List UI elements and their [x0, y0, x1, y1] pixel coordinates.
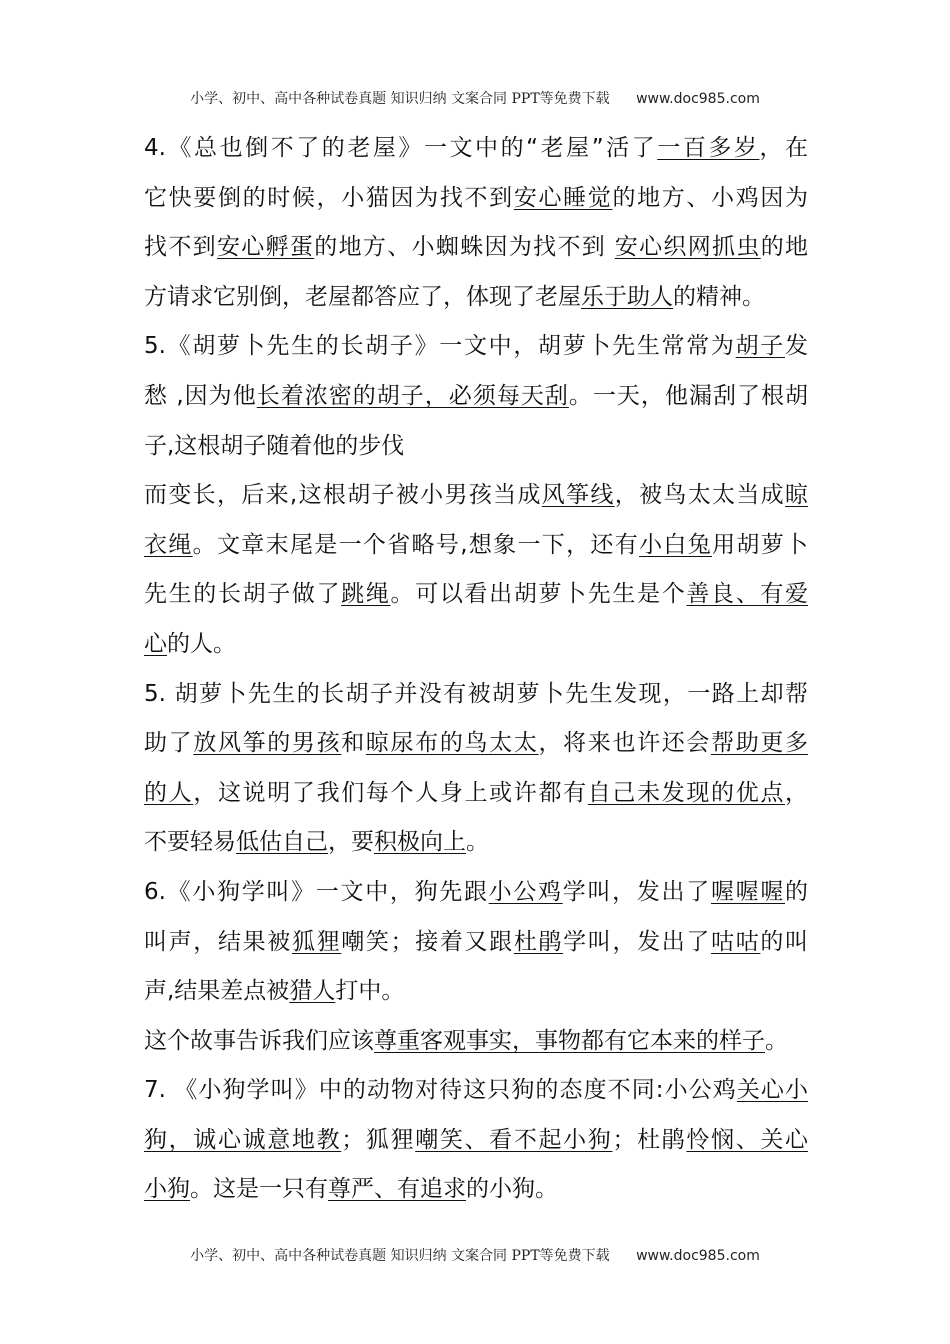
answer-underlined: 狗，诚心诚意地教: [144, 1126, 342, 1153]
text-segment: 的地: [760, 234, 809, 261]
text-line: [144, 570, 808, 620]
answer-underlined: 安心织网抓虫: [614, 234, 761, 261]
answer-underlined: 怜悯、关心: [686, 1126, 809, 1153]
answer-underlined: 安心睡觉: [513, 184, 613, 211]
answer-underlined: 小狗: [144, 1176, 190, 1203]
text-line: [144, 124, 808, 174]
answer-underlined: 风筝线: [541, 482, 615, 509]
text-line: [144, 521, 808, 571]
answer-underlined: 心: [144, 630, 167, 657]
answer-underlined: 尊重客观事实，事物都有它本来的样子: [374, 1027, 765, 1054]
answer-underlined: 长着浓密的胡子，必须每天刮: [256, 382, 569, 409]
text-line: [144, 223, 808, 273]
answer-underlined: 尊严、有追求: [328, 1176, 466, 1203]
footer-text: 小学、初中、高中各种试卷真题 知识归纳 文案合同 PPT等免费下载: [190, 1248, 610, 1264]
text-segment: 。文章末尾是一个省略号,想象一下，还有: [192, 531, 640, 558]
answer-underlined: 晾: [785, 482, 809, 509]
answer-underlined: 跳绳: [341, 581, 391, 608]
text-line: [144, 670, 808, 720]
answer-underlined: 胡子: [735, 333, 785, 360]
answer-underlined: 安心孵蛋: [216, 234, 315, 261]
text-line: [144, 322, 808, 372]
text-line: [144, 818, 808, 868]
text-line: [144, 967, 808, 1017]
text-segment: ，: [785, 779, 809, 806]
text-segment: ，将来也许还会: [538, 730, 712, 757]
text-segment: 助了: [144, 730, 194, 757]
text-segment: 它快要倒的时候，小猫因为找不到: [144, 184, 514, 211]
text-line: [144, 620, 808, 670]
answer-underlined: 小白兔: [639, 531, 713, 558]
answer-underlined: 一百多岁: [657, 135, 760, 161]
text-segment: 子,这根胡子随着他的步伐: [144, 432, 405, 459]
text-segment: 用胡萝卜: [712, 531, 809, 558]
text-segment: 声,结果差点被: [144, 978, 290, 1005]
text-segment: 学叫，发出了: [562, 878, 711, 905]
text-line: [144, 174, 808, 224]
text-segment: 学叫，发出了: [563, 928, 712, 955]
text-segment: ；杜鹃: [612, 1126, 687, 1153]
answer-underlined: 乐于助人: [581, 283, 673, 310]
text-segment: 的叫: [760, 928, 809, 955]
answer-underlined: 小公鸡: [488, 878, 563, 905]
text-segment: 4.《总也倒不了的老屋》一文中的“老屋”活了: [144, 135, 658, 161]
answer-underlined: 猎人: [289, 978, 336, 1005]
text-line: [144, 422, 808, 472]
text-segment: 5.《胡萝卜先生的长胡子》一文中，胡萝卜先生常常为: [144, 333, 736, 360]
text-segment: 嘲笑；接着又跟: [341, 928, 514, 955]
answer-underlined: 自己未发现的优点: [587, 779, 786, 806]
text-segment: 。一天，他漏刮了根胡: [568, 382, 809, 409]
text-segment: 发: [785, 333, 808, 360]
text-line: [144, 1017, 808, 1067]
text-line: [144, 1116, 808, 1166]
text-segment: 5. 胡萝卜先生的长胡子并没有被胡萝卜先生发现，一路上却帮: [144, 680, 808, 707]
text-segment: 的: [785, 878, 809, 905]
text-segment: 而变长，后来,这根胡子被小男孩当成: [144, 482, 542, 509]
answer-underlined: 狐狸: [291, 928, 342, 955]
text-segment: 愁 ,因为他: [144, 382, 257, 409]
answer-underlined: 晾尿布的鸟太太: [365, 730, 539, 757]
answer-underlined: 放风筝的男孩: [193, 730, 342, 757]
text-line: [144, 769, 808, 819]
answer-underlined: 衣绳: [144, 531, 193, 558]
text-segment: ，被鸟太太当成: [614, 482, 786, 509]
text-segment: 。: [466, 829, 489, 856]
text-segment: ，在: [759, 135, 808, 161]
page-footer: [0, 1245, 950, 1265]
text-segment: 打中。: [335, 978, 405, 1005]
answer-underlined: 的人: [144, 779, 194, 806]
answer-underlined: 咕咕: [711, 928, 761, 955]
answer-underlined: 善良、有爱: [686, 581, 809, 608]
page-header: [0, 88, 950, 108]
answer-underlined: 喔喔喔: [710, 878, 786, 905]
header-site: www.doc985.com: [636, 91, 760, 107]
text-segment: 。这是一只有: [190, 1176, 328, 1203]
answer-underlined: 帮助更多: [711, 730, 809, 757]
text-segment: 和: [341, 730, 366, 757]
text-segment: 的精神。: [673, 283, 765, 310]
text-line: [144, 273, 808, 323]
text-segment: 先生的长胡子做了: [144, 581, 342, 608]
answer-underlined: 嘲笑、看不起小狗: [415, 1126, 613, 1153]
text-segment: 不要轻易: [144, 829, 236, 856]
text-segment: ，这说明了我们每个人身上或许都有: [193, 779, 588, 806]
text-line: [144, 1066, 808, 1116]
text-segment: 。可以看出胡萝卜先生是个: [390, 581, 687, 608]
text-segment: 6.《小狗学叫》一文中，狗先跟: [144, 878, 489, 905]
text-segment: 叫声，结果被: [144, 928, 292, 955]
text-segment: 。: [765, 1027, 788, 1054]
answer-underlined: 积极向上: [374, 829, 466, 856]
header-text: 小学、初中、高中各种试卷真题 知识归纳 文案合同 PPT等免费下载: [190, 91, 610, 107]
text-segment: ；狐狸: [341, 1126, 416, 1153]
text-segment: 的人。: [167, 630, 236, 657]
answer-underlined: 关心小: [736, 1077, 808, 1104]
text-segment: 7. 《小狗学叫》中的动物对待这只狗的态度不同:小公鸡: [144, 1077, 737, 1104]
text-segment: 方请求它别倒，老屋都答应了，体现了老屋: [144, 283, 581, 310]
text-segment: 的地方、小蜘蛛因为找不到: [314, 234, 615, 261]
text-segment: 的地方、小鸡因为: [612, 184, 809, 211]
text-segment: 的小狗。: [466, 1176, 558, 1203]
document-body: [144, 124, 808, 1215]
text-segment: 这个故事告诉我们应该: [144, 1027, 374, 1054]
answer-underlined: 低估自己: [236, 829, 328, 856]
text-line: [144, 918, 808, 968]
text-segment: ，要: [328, 829, 374, 856]
text-line: [144, 372, 808, 422]
text-segment: 找不到: [144, 234, 217, 261]
text-line: [144, 1165, 808, 1215]
text-line: [144, 471, 808, 521]
text-line: [144, 719, 808, 769]
text-line: [144, 868, 808, 918]
footer-site: www.doc985.com: [636, 1248, 760, 1264]
answer-underlined: 杜鹃: [513, 928, 564, 955]
